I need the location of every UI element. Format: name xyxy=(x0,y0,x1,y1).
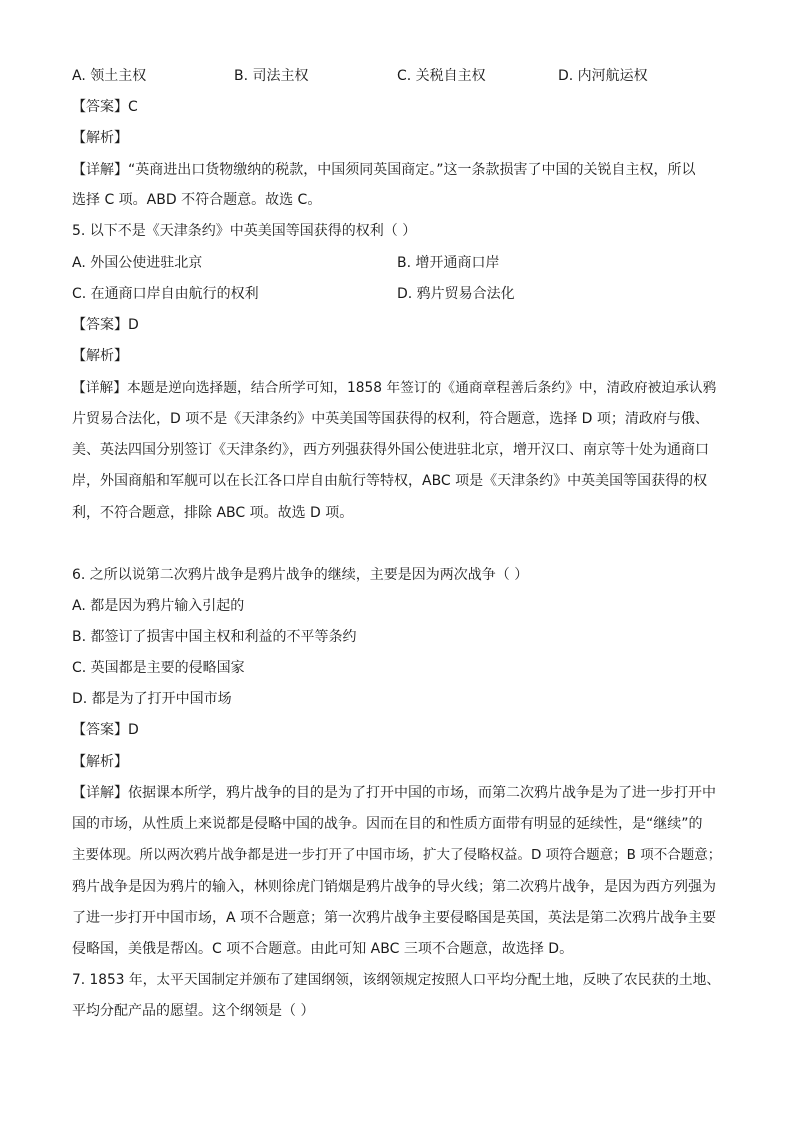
q6-stem: 6. 之所以说第二次鸦片战争是鸦片战争的继续，主要是因为两次战争（ ） xyxy=(72,567,529,583)
q6-option-a: A. 都是因为鸦片输入引起的 xyxy=(72,598,245,614)
q6-option-b: B. 都签订了损害中国主权和利益的不平等条约 xyxy=(72,629,357,645)
q4-option-b: B. 司法主权 xyxy=(234,68,309,84)
q6-analysis-heading: 【解析】 xyxy=(72,754,128,770)
q5-option-a: A. 外国公使进驻北京 xyxy=(72,255,203,271)
q7-stem-line: 7. 1853 年，太平天国制定并颁布了建国纲领，该纲领规定按照人口平均分配土地，反映了农民获的土地、 xyxy=(72,972,721,988)
q5-stem: 5. 以下不是《天津条约》中英美国等国获得的权利（ ） xyxy=(72,223,417,239)
q6-option-d: D. 都是为了打开中国市场 xyxy=(72,691,232,707)
q4-answer: 【答案】C xyxy=(72,99,138,115)
q5-option-d: D. 鸦片贸易合法化 xyxy=(397,286,515,302)
q6-answer: 【答案】D xyxy=(72,722,139,738)
q5-answer: 【答案】D xyxy=(72,317,139,333)
q4-analysis-heading: 【解析】 xyxy=(72,130,128,146)
q7-stem-line: 平均分配产品的愿望。这个纲领是（ ） xyxy=(72,1003,315,1019)
q6-detail-line: 了进一步打开中国市场，A 项不合题意；第一次鸦片战争主要侵略国是英国，英法是第二次鸦片战争主要 xyxy=(72,910,717,926)
q6-detail-line: 侵略国，美俄是帮凶。C 项不合题意。由此可知 ABC 三项不合题意，故选择 D。 xyxy=(72,941,574,957)
q4-option-a: A. 领土主权 xyxy=(72,68,147,84)
q5-option-b: B. 增开通商口岸 xyxy=(397,255,500,271)
q5-detail-line: 岸，外国商船和军舰可以在长江各口岸自由航行等特权，ABC 项是《天津条约》中英美国等国获得的权 xyxy=(72,473,708,489)
q6-detail-line: 主要体现。所以两次鸦片战争都是进一步打开了中国市场，扩大了侵略权益。D 项符合题意；B 项不合题意； xyxy=(72,847,722,863)
q5-detail-line: 片贸易合法化，D 项不是《天津条约》中英美国等国获得的权利，符合题意，选择 D 项；清政府与俄、 xyxy=(72,411,709,427)
q6-detail-line: 国的市场，从性质上来说都是侵略中国的战争。因而在目的和性质方面带有明显的延续性，是“继续”的 xyxy=(72,816,703,832)
q5-option-c: C. 在通商口岸自由航行的权利 xyxy=(72,286,259,302)
q5-detail-line: 【详解】本题是逆向选择题，结合所学可知，1858 年签订的《通商章程善后条约》中，清政府被迫承认鸦 xyxy=(72,380,717,396)
q6-option-c: C. 英国都是主要的侵略国家 xyxy=(72,660,245,676)
q4-option-c: C. 关税自主权 xyxy=(397,68,486,84)
q5-detail-line: 利，不符合题意，排除 ABC 项。故选 D 项。 xyxy=(72,505,354,521)
q6-detail-line: 【详解】依据课本所学，鸦片战争的目的是为了打开中国的市场，而第二次鸦片战争是为了进一步打开中 xyxy=(72,785,716,801)
q6-detail-line: 鸦片战争是因为鸦片的输入，林则徐虎门销烟是鸦片战争的导火线；第二次鸦片战争，是因为西方列强为 xyxy=(72,879,716,895)
q4-detail-line: 【详解】“英商进出口货物缴纳的税款，中国须同英国商定。”这一条款损害了中国的关锐自主权，所以 xyxy=(72,162,696,178)
q5-analysis-heading: 【解析】 xyxy=(72,348,128,364)
q4-option-d: D. 内河航运权 xyxy=(558,68,648,84)
q5-detail-line: 美、英法四国分别签订《天津条约》，西方列强获得外国公使进驻北京，增开汉口、南京等十处为通商口 xyxy=(72,442,709,458)
q4-detail-line: 选择 C 项。ABD 不符合题意。故选 C。 xyxy=(72,192,322,208)
